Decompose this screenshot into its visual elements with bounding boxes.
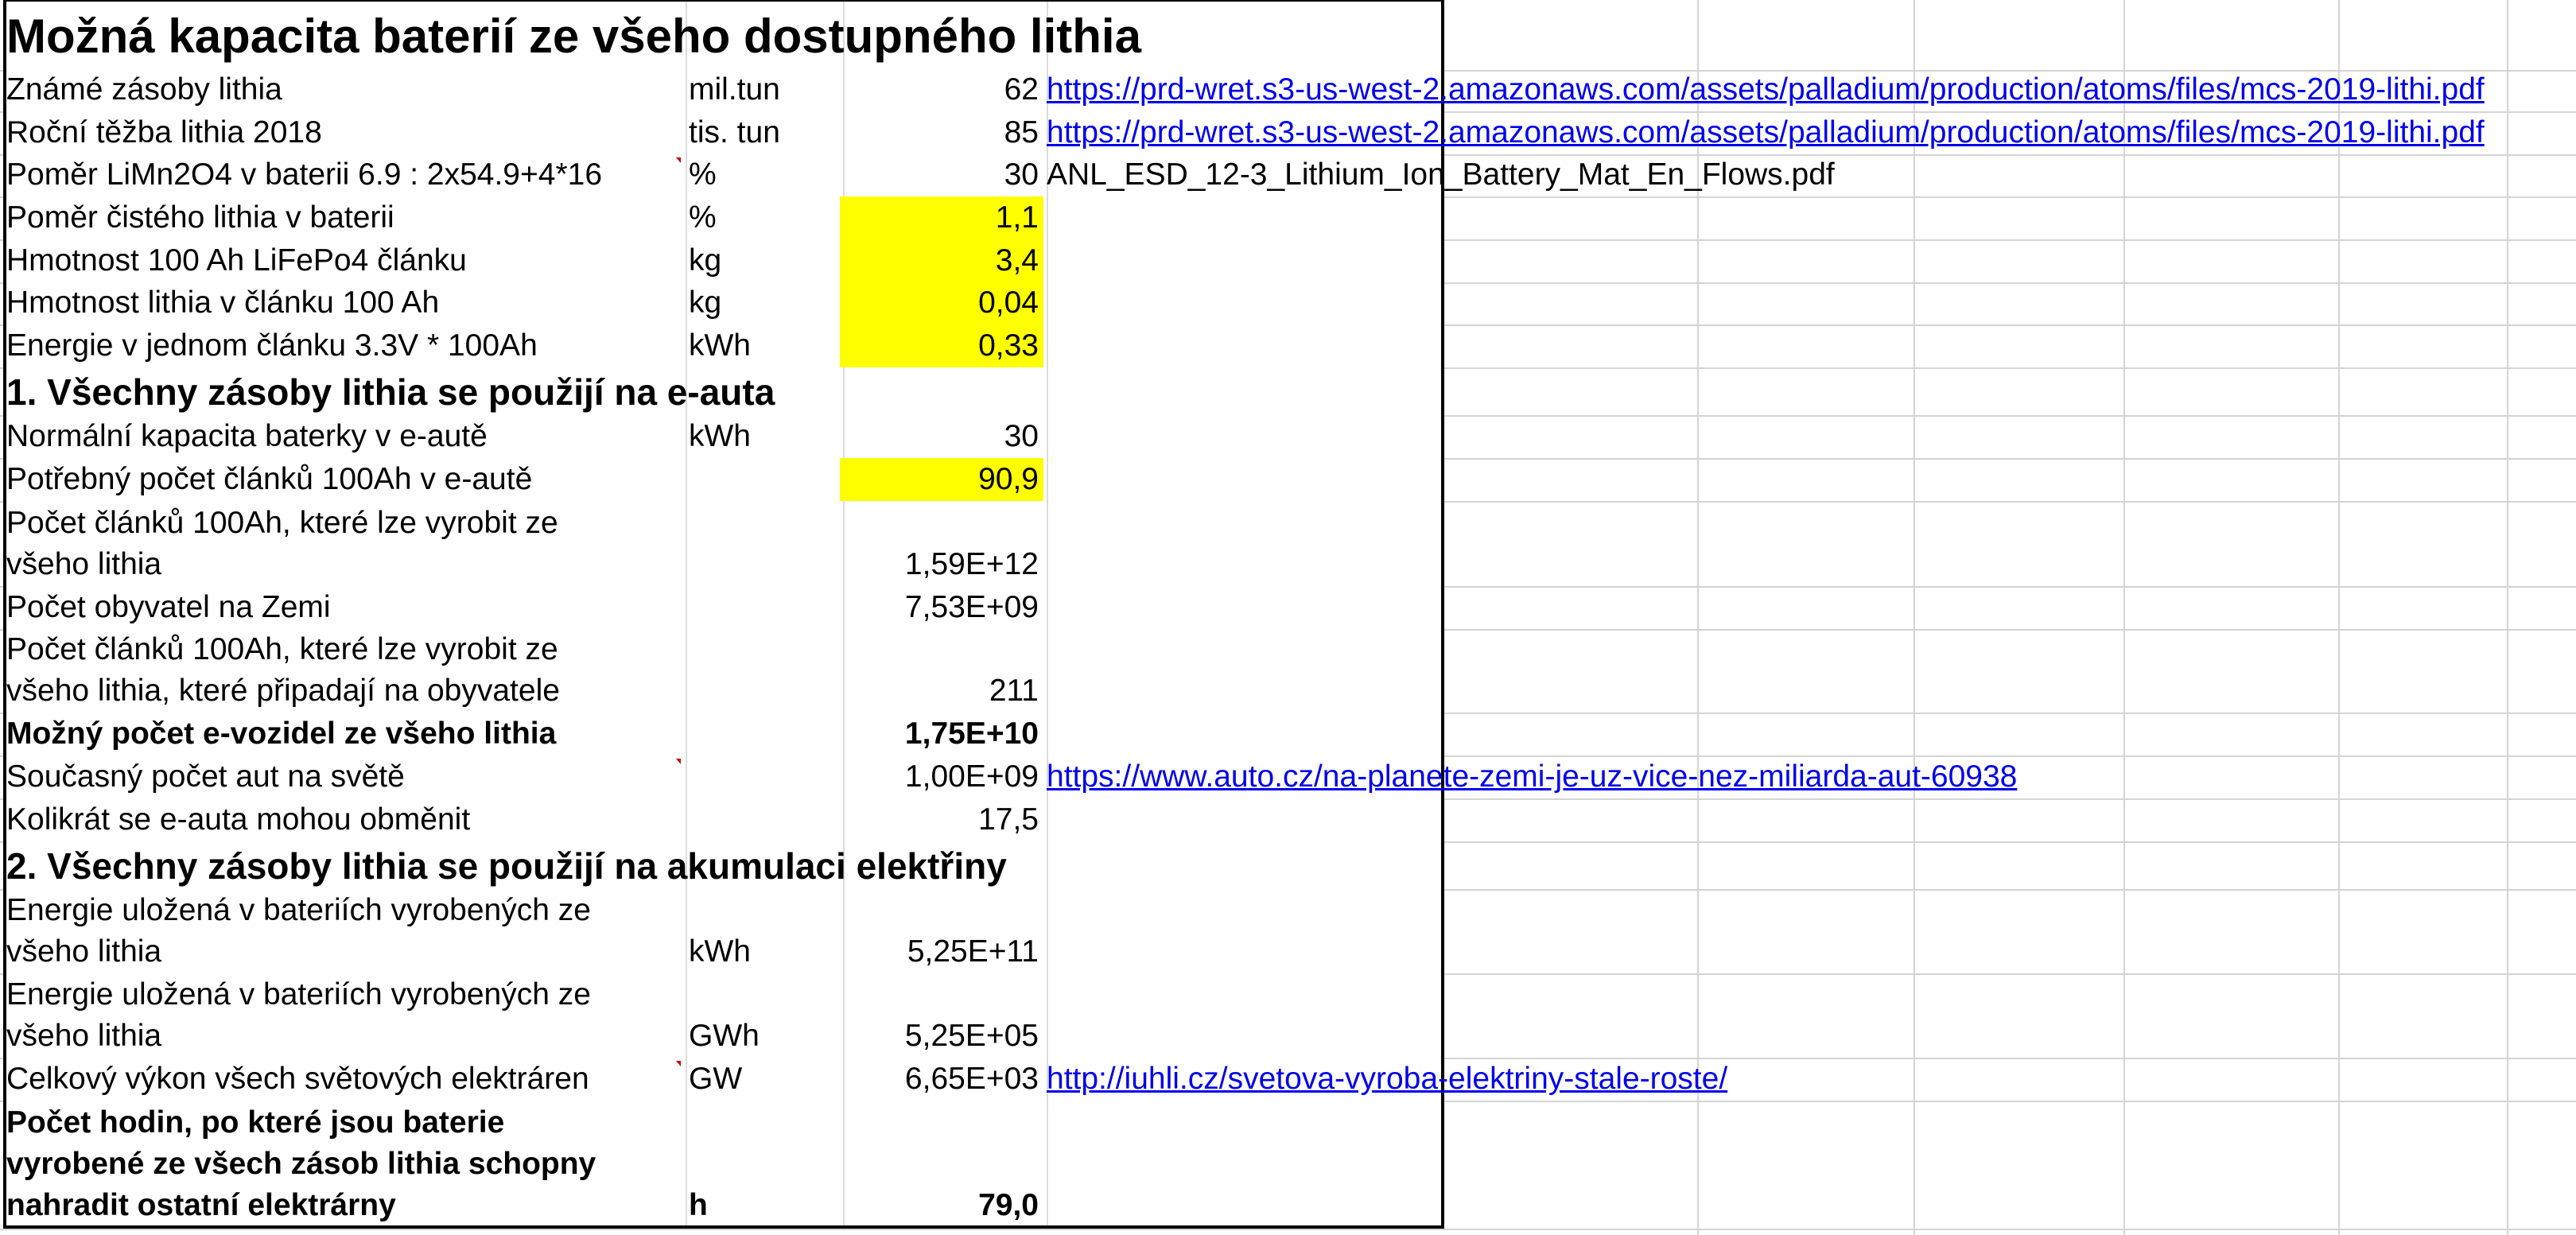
label-cell[interactable]: Poměr čistého lithia v baterii: [6, 200, 394, 235]
value-cell[interactable]: 30: [1004, 419, 1039, 453]
unit-cell[interactable]: mil.tun: [689, 72, 780, 107]
table-row: [0, 196, 2576, 239]
unit-cell[interactable]: kg: [689, 243, 722, 278]
label-cell[interactable]: Počet obyvatel na Zemi: [6, 590, 331, 624]
table-row: [0, 111, 2576, 154]
value-cell[interactable]: 62: [1004, 72, 1039, 107]
label-line: vyrobené ze všech zásob lithia schopny: [6, 1147, 596, 1181]
value-cell[interactable]: 85: [1004, 115, 1039, 150]
label-line: všeho lithia: [6, 547, 162, 581]
table-row: [0, 1101, 2576, 1227]
title-row: [0, 3, 2576, 70]
label-line: Počet článků 100Ah, které lze vyrobit ze: [6, 632, 558, 666]
label-cell[interactable]: Možný počet e-vozidel ze všeho lithia: [6, 717, 557, 751]
section-2-heading[interactable]: 2. Všechny zásoby lithia se použijí na akumulaci elektřiny: [6, 845, 1007, 887]
label-cell[interactable]: Celkový výkon všech světových elektráren: [6, 1062, 589, 1096]
label-line: Počet článků 100Ah, které lze vyrobit ze: [6, 506, 558, 540]
table-row: [0, 889, 2576, 973]
source-note[interactable]: ANL_ESD_12-3_Lithium_Ion_Battery_Mat_En_Flows.pdf: [1047, 157, 1835, 192]
label-cell[interactable]: Hmotnost 100 Ah LiFePo4 článku: [6, 243, 467, 278]
table-row: [0, 501, 2576, 586]
table-row: [0, 282, 2576, 324]
label-line: všeho lithia: [6, 934, 162, 969]
unit-cell[interactable]: kg: [689, 285, 722, 320]
label-cell[interactable]: Známé zásoby lithia: [6, 72, 282, 107]
label-cell[interactable]: Normální kapacita baterky v e-autě: [6, 419, 488, 453]
table-row: [0, 1058, 2576, 1101]
unit-cell[interactable]: GW: [689, 1062, 743, 1096]
label-cell[interactable]: Potřebný počet článků 100Ah v e-autě: [6, 462, 533, 496]
value-cell-highlighted[interactable]: 90,9: [840, 458, 1043, 501]
label-line: nahradit ostatní elektrárny: [6, 1188, 396, 1222]
table-row: [0, 154, 2576, 196]
label-line: Počet hodin, po které jsou baterie: [6, 1105, 505, 1140]
source-link[interactable]: https://prd-wret.s3-us-west-2.amazonaws.com/assets/palladium/production/atoms/files/mcs-2019-lithi.pdf: [1047, 72, 2485, 107]
value-cell[interactable]: 5,25E+11: [907, 934, 1039, 969]
table-row: [0, 458, 2576, 501]
section-heading-row: [0, 841, 2576, 889]
table-row: [0, 973, 2576, 1058]
value-cell[interactable]: 211: [989, 674, 1039, 708]
value-cell-highlighted[interactable]: 0,33: [840, 324, 1043, 367]
unit-cell[interactable]: tis. tun: [689, 115, 780, 150]
section-heading-row: [0, 367, 2576, 415]
value-cell[interactable]: 30: [1004, 157, 1039, 192]
table-row: [0, 239, 2576, 282]
label-cell[interactable]: Energie v jednom článku 3.3V * 100Ah: [6, 328, 538, 363]
comment-marker-icon[interactable]: [676, 759, 681, 764]
table-row: [0, 713, 2576, 755]
table-row: [0, 70, 2576, 111]
value-cell[interactable]: 5,25E+05: [904, 1019, 1039, 1053]
label-line: všeho lithia, které připadají na obyvatele: [6, 674, 560, 708]
table-row: [0, 324, 2576, 367]
value-cell[interactable]: 7,53E+09: [904, 590, 1039, 624]
unit-cell[interactable]: kWh: [689, 934, 751, 969]
section-1-heading[interactable]: 1. Všechny zásoby lithia se použijí na e-auta: [6, 371, 775, 413]
label-cell[interactable]: Hmotnost lithia v článku 100 Ah: [6, 285, 440, 320]
unit-cell[interactable]: %: [689, 200, 717, 235]
value-cell[interactable]: 1,00E+09: [904, 759, 1039, 794]
label-cell[interactable]: Roční těžba lithia 2018: [6, 115, 322, 150]
unit-cell[interactable]: kWh: [689, 419, 751, 453]
table-row: [0, 629, 2576, 713]
value-cell[interactable]: 6,65E+03: [904, 1062, 1039, 1096]
label-cell[interactable]: [6, 501, 682, 586]
value-cell-highlighted[interactable]: 3,4: [840, 239, 1043, 282]
source-link[interactable]: https://www.auto.cz/na-planete-zemi-je-uz-vice-nez-miliarda-aut-60938: [1047, 759, 2018, 794]
label-line: Energie uložená v bateriích vyrobených ze: [6, 977, 591, 1012]
unit-cell[interactable]: kWh: [689, 328, 751, 363]
value-cell[interactable]: 1,75E+10: [904, 717, 1039, 751]
comment-marker-icon[interactable]: [676, 1061, 681, 1066]
value-cell-highlighted[interactable]: 0,04: [840, 282, 1043, 324]
unit-cell[interactable]: GWh: [689, 1019, 760, 1053]
value-cell[interactable]: 1,59E+12: [904, 547, 1039, 581]
table-row: [0, 415, 2576, 458]
label-cell[interactable]: Současný počet aut na světě: [6, 759, 405, 794]
table-row: [0, 755, 2576, 798]
label-cell[interactable]: Poměr LiMn2O4 v baterii 6.9 : 2x54.9+4*16: [6, 157, 603, 192]
value-cell[interactable]: 17,5: [978, 802, 1039, 837]
table-row: [0, 798, 2576, 841]
label-cell[interactable]: [6, 889, 682, 973]
label-line: všeho lithia: [6, 1019, 162, 1053]
sheet-title[interactable]: Možná kapacita baterií ze všeho dostupného lithia: [6, 9, 1141, 63]
value-cell-highlighted[interactable]: 1,1: [840, 196, 1043, 239]
comment-marker-icon[interactable]: [676, 157, 681, 163]
label-line: Energie uložená v bateriích vyrobených ze: [6, 893, 591, 927]
label-cell[interactable]: [6, 629, 682, 713]
label-cell[interactable]: [6, 1101, 682, 1227]
unit-cell[interactable]: %: [689, 157, 717, 192]
source-link[interactable]: http://iuhli.cz/svetova-vyroba-elektriny-stale-roste/: [1047, 1062, 1728, 1096]
source-link[interactable]: https://prd-wret.s3-us-west-2.amazonaws.com/assets/palladium/production/atoms/files/mcs-2019-lithi.pdf: [1047, 115, 2485, 150]
unit-cell[interactable]: h: [689, 1188, 708, 1222]
label-cell[interactable]: [6, 973, 682, 1058]
value-cell[interactable]: 79,0: [978, 1188, 1039, 1222]
table-row: [0, 586, 2576, 629]
label-cell[interactable]: Kolikrát se e-auta mohou obměnit: [6, 802, 471, 837]
